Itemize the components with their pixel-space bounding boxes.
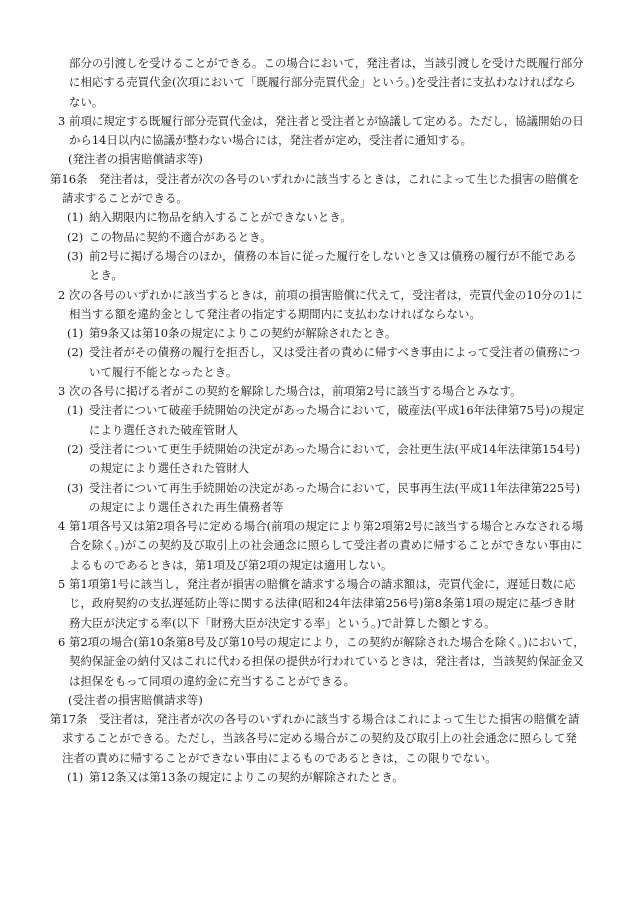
paragraph-text: 次の各号のいずれかに該当するときは，前項の損害賠償に代えて，受注者は，売買代金の10分の1に相当する額を違約金として発注者の指定する期間内に支払わなければならない。: [69, 287, 583, 321]
section-heading: (発注者の損害賠償請求等): [68, 152, 203, 167]
item-text: 受注者について更生手続開始の決定があった場合において，会社更生法(平成14年法律第154号)の規定により選任された管財人: [89, 441, 581, 476]
paragraph-text: 前項に規定する既履行部分売買代金は，発注者と受注者とが協議して定める。ただし，協議開始の日から14日以内に協議が整わない場合には，発注者が定め，受注者に通知する。: [69, 113, 584, 148]
numbered-paragraph: [58, 112, 586, 151]
paragraph-text: 第1項各号又は第2項各号に定める場合(前項の規定により第2項第2号に該当する場合とみなされる場合を除く。)がこの契約及び取引上の社会通念に照らして受注者の責めに帰することができない事由によるものであるときは，第1項及び第2項の規定は適用しない。: [69, 519, 584, 572]
item-text: 受注者について再生手続開始の決定があった場合において，民事再生法(平成11年法律第225号)の規定により選任された再生債務者等: [89, 480, 581, 514]
paragraph-number: 4: [58, 519, 66, 534]
item-number: (1): [67, 210, 84, 225]
numbered-item: [58, 768, 586, 787]
numbered-item: [58, 208, 586, 227]
paragraph-number: 5: [58, 577, 66, 592]
item-number: (3): [67, 248, 84, 263]
numbered-paragraph: [58, 575, 586, 633]
paragraph-number: 3: [58, 384, 66, 399]
paragraph-number: 2: [58, 287, 66, 302]
paragraph-text: 次の各号に掲げる者がこの契約を解除した場合は，前項第2号に該当する場合とみなす。: [69, 384, 522, 399]
numbered-item: [58, 228, 586, 247]
item-number: (3): [67, 480, 84, 495]
item-number: (2): [67, 441, 84, 456]
item-number: (2): [67, 345, 84, 360]
numbered-paragraph: [58, 382, 586, 401]
numbered-item: [58, 324, 586, 343]
paragraph-text: 第1項第1号に該当し，発注者が損害の賠償を請求する場合の請求額は，売買代金に，遅延日数に応じ，政府契約の支払遅延防止等に関する法律(昭和24年法律第256号)第8条第1項の規定に基づき財務大臣が決定する率(以下「財務大臣が決定する率」という。)で計算した額とする。: [69, 577, 576, 630]
section-heading: (受注者の損害賠償請求等): [68, 692, 203, 707]
numbered-item: [58, 247, 586, 286]
item-number: (1): [67, 326, 84, 341]
paragraph-text: 第2項の場合(第10条第8号及び第10号の規定により，この契約が解除された場合を除く。)において，契約保証金の納付又はこれに代わる担保の提供が行われているときは，発注者は，当該契約保証金又は担保をもって同項の違約金に充当することができる。: [69, 634, 585, 688]
numbered-paragraph: [58, 517, 586, 575]
article-paragraph: 第16条 発注者は，受注者が次の各号のいずれかに該当するときは，これによって生じた損害の賠償を請求することができる。: [50, 171, 580, 206]
item-number: (1): [67, 769, 84, 784]
item-text: 受注者がその債務の履行を拒否し，又は受注者の責めに帰すべき事由によって受注者の債務について履行不能となったとき。: [89, 345, 581, 379]
item-text: 納入期限内に物品を納入することができないとき。: [89, 210, 352, 225]
numbered-item: [58, 479, 586, 518]
continued-paragraph: 部分の引渡しを受けることができる。この場合において，発注者は，当該引渡しを受けた既履行部分に相応する売買代金(次項において「既履行部分売買代金」という。)を受注者に支払わなければならない。: [69, 56, 584, 109]
numbered-item: [58, 440, 586, 479]
numbered-item: [58, 401, 586, 440]
item-number: (2): [67, 229, 84, 244]
numbered-item: [58, 343, 586, 382]
numbered-paragraph: [58, 286, 586, 325]
item-number: (1): [67, 403, 84, 418]
item-text: 前2号に掲げる場合のほか，債務の本旨に従った履行をしないとき又は債務の履行が不能であるとき。: [89, 248, 577, 283]
paragraph-number: 3: [58, 113, 66, 128]
paragraph-number: 6: [58, 634, 66, 649]
numbered-paragraph: [58, 633, 586, 691]
article-paragraph: 第17条 受注者は，発注者が次の各号のいずれかに該当する場合はこれによって生じた損害の賠償を請求することができる。ただし，当該各号に定める場合がこの契約及び取引上の社会通念に照らして発注者の責めに帰することができない事由によるものであるときは，この限りでない。: [50, 712, 580, 765]
item-text: 受注者について破産手続開始の決定があった場合において，破産法(平成16年法律第75号)の規定により選任された破産管財人: [89, 403, 585, 437]
item-text: この物品に契約不適合があるとき。: [89, 229, 272, 244]
item-text: 第9条又は第10条の規定によりこの契約が解除されたとき。: [89, 326, 397, 341]
item-text: 第12条又は第13条の規定によりこの契約が解除されたとき。: [89, 769, 404, 784]
